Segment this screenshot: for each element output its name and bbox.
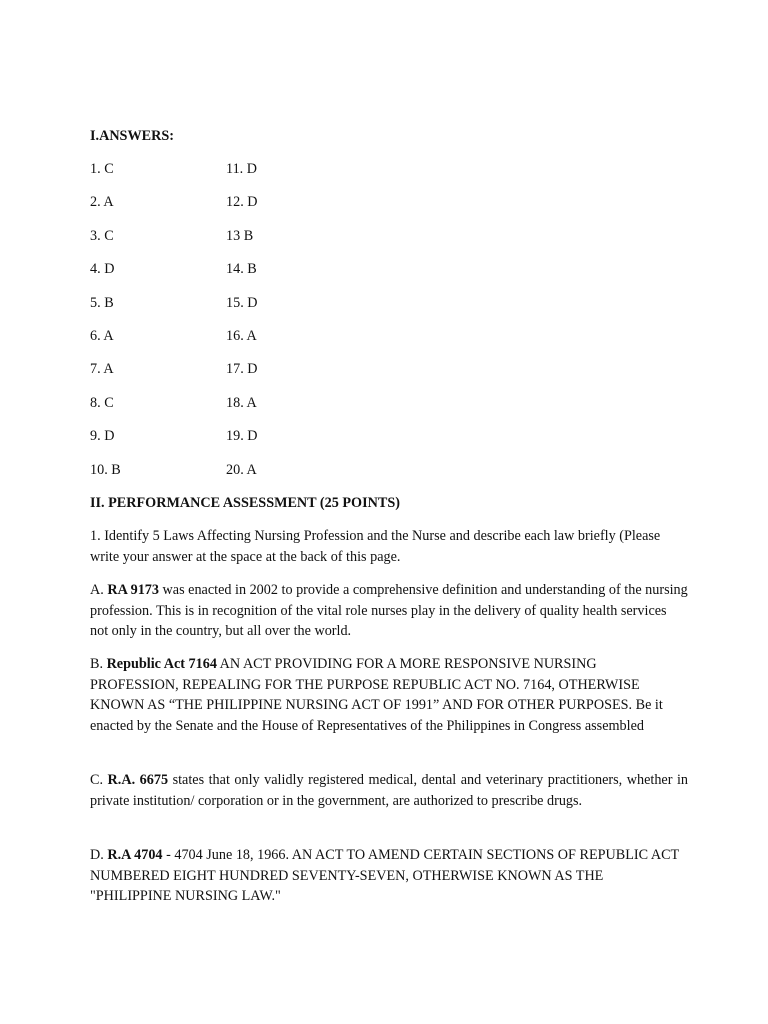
answer-item: 14. B bbox=[226, 261, 257, 278]
law-paragraph-c bbox=[90, 770, 688, 811]
law-prefix: D. bbox=[90, 847, 108, 863]
answer-item: 18. A bbox=[226, 394, 257, 411]
answer-item: 4. D bbox=[90, 261, 115, 278]
answer-item: 20. A bbox=[226, 461, 257, 478]
answer-item: 2. A bbox=[90, 194, 114, 211]
answer-item: 19. D bbox=[226, 428, 258, 445]
answer-item: 10. B bbox=[90, 461, 121, 478]
law-description: AN ACT PROVIDING FOR A MORE RESPONSIVE NURSING PROFESSION, REPEALING FOR THE PURPOSE REPUBLIC ACT NO. 7164, OTHERWISE KNOWN AS “THE PHILIPPINE NURSING ACT OF 1991” AND FOR OTHER PURPOSES. Be it enacted by the Senate and the House of Representatives of the Philippines in Congress assembled bbox=[90, 656, 663, 734]
answer-item: 12. D bbox=[226, 194, 258, 211]
answer-item: 9. D bbox=[90, 428, 115, 445]
law-name: Republic Act 7164 bbox=[106, 656, 217, 672]
answer-item: 16. A bbox=[226, 327, 257, 344]
law-name: R.A. 6675 bbox=[107, 772, 169, 788]
answer-item: 6. A bbox=[90, 327, 114, 344]
law-description: was enacted in 2002 to provide a comprehensive definition and understanding of the nursing profession. This is in recognition of the vital role nurses play in the delivery of quality health services not only in the country, but all over the world. bbox=[90, 582, 688, 639]
answer-item: 3. C bbox=[90, 227, 114, 244]
answer-item: 7. A bbox=[90, 361, 114, 378]
answer-item: 17. D bbox=[226, 361, 258, 378]
law-description: - 4704 June 18, 1966. AN ACT TO AMEND CERTAIN SECTIONS OF REPUBLIC ACT NUMBERED EIGHT HUNDRED SEVENTY-SEVEN, OTHERWISE KNOWN AS THE "PHILIPPINE NURSING LAW." bbox=[90, 847, 679, 904]
answer-item: 11. D bbox=[226, 161, 258, 177]
law-paragraph-d bbox=[90, 845, 688, 907]
law-description: states that only validly registered medical, dental and veterinary practitioners, whether in private institution/ corporation or in the government, are authorized to prescribe drugs. bbox=[90, 772, 688, 809]
answer-item: 13 B bbox=[226, 227, 254, 244]
law-prefix: C. bbox=[90, 772, 108, 788]
law-prefix: A. bbox=[90, 582, 108, 598]
answers-heading: I.ANSWERS: bbox=[90, 128, 174, 144]
answer-item: 1. C bbox=[90, 161, 114, 177]
answer-item: 8. C bbox=[90, 394, 114, 411]
law-name: R.A 4704 bbox=[107, 847, 163, 863]
law-paragraph-b bbox=[90, 654, 688, 736]
answer-item: 15. D bbox=[226, 294, 258, 311]
law-prefix: B. bbox=[90, 656, 107, 672]
answer-item: 5. B bbox=[90, 294, 114, 311]
performance-heading: II. PERFORMANCE ASSESSMENT (25 POINTS) bbox=[90, 495, 400, 511]
law-paragraph-a bbox=[90, 580, 688, 642]
law-name: RA 9173 bbox=[107, 582, 159, 598]
instruction-paragraph: 1. Identify 5 Laws Affecting Nursing Profession and the Nurse and describe each law briefly (Please write your answer at the space at the back of this page. bbox=[90, 528, 661, 565]
